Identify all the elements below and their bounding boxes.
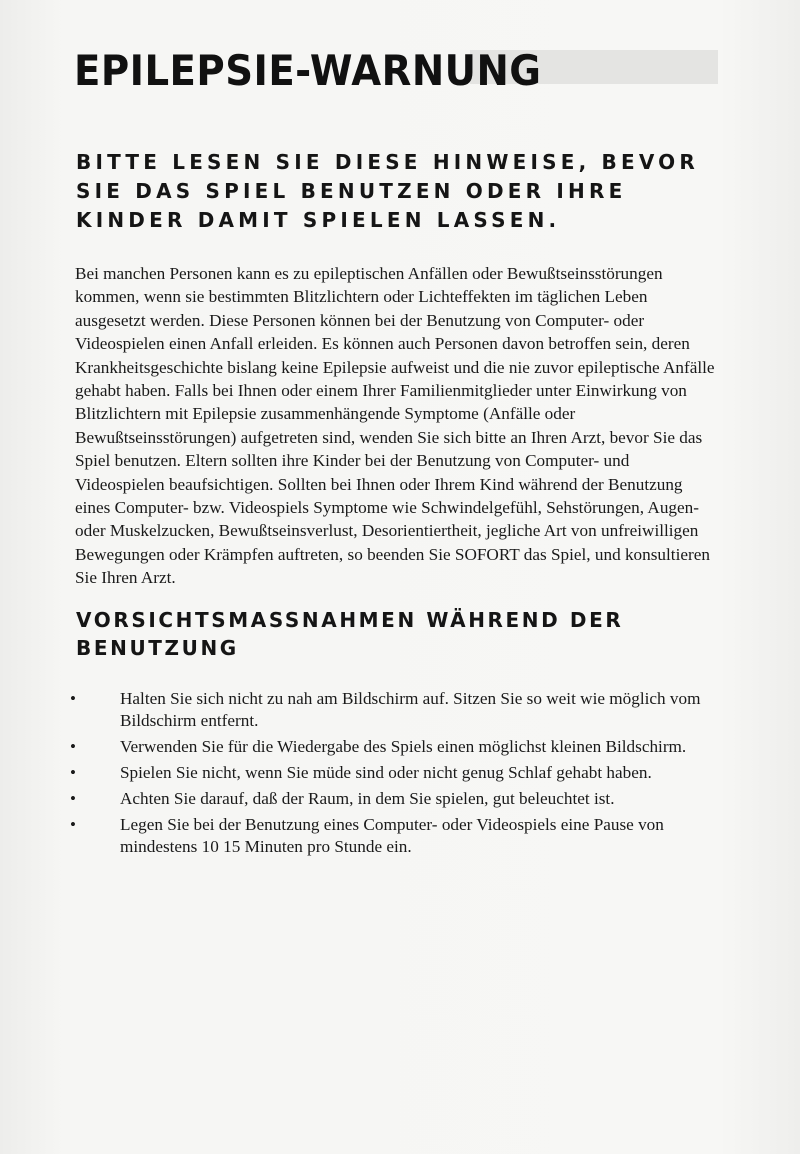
warning-subtitle: BITTE LESEN SIE DIESE HINWEISE, BEVOR SIE DAS SPIEL BENUTZEN ODER IHRE KINDER DAMIT SPIELEN LASSEN. [76, 150, 699, 232]
warning-body-paragraph: Bei manchen Personen kann es zu epileptischen Anfällen oder Bewußtseinsstörungen kommen, wenn sie bestimmten Blitzlichtern oder Lichteffekten im täglichen Leben ausgesetzt werden. Diese Personen können bei der Benutzung von Computer- oder Videospielen einen Anfall erleiden. Es können auch Personen davon betroffen sein, deren Krankheitsgeschichte bislang keine Epilepsie aufweist und die nie zuvor epileptische Anfälle gehabt haben. Falls bei Ihnen oder einem Ihrer Familienmitglieder unter Einwirkung von Blitzlichtern mit Epilepsie zusammenhängende Symptome (Anfälle oder Bewußtseinsstörungen) aufgetreten sind, wenden Sie sich bitte an Ihren Arzt, bevor Sie das Spiel benutzen. Eltern sollten ihre Kinder bei der Benutzung von Computer- und Videospielen beaufsichtigen. Sollten bei Ihnen oder Ihrem Kind während der Benutzung eines Computer- bzw. Videospiels Symptome wie Schwindelgefühl, Sehstörungen, Augen- oder Muskelzucken, Bewußtseinsverlust, Desorientiertheit, jegliche Art von unfreiwilligen Bewegungen oder Krämpfen auftreten, so beenden Sie SOFORT das Spiel, und konsultieren Sie Ihren Arzt. [75, 264, 715, 588]
bullet-icon: • [70, 763, 76, 782]
precautions-heading: VORSICHTSMASSNAHMEN WÄHREND DER BENUTZUNG [76, 608, 624, 660]
list-item [66, 688, 726, 732]
list-item [66, 788, 726, 810]
list-item-text: Achten Sie darauf, daß der Raum, in dem Sie spielen, gut beleuchtet ist. [120, 789, 615, 808]
list-item-text: Verwenden Sie für die Wiedergabe des Spiels einen möglichst kleinen Bildschirm. [120, 737, 687, 756]
page-title: EPILEPSIE-WARNUNG [74, 46, 542, 95]
bullet-icon: • [70, 789, 76, 808]
list-item [66, 762, 726, 784]
list-item-text: Legen Sie bei der Benutzung eines Computer- oder Videospiels eine Pause von mindestens 10 15 Minuten pro Stunde ein. [120, 815, 664, 856]
list-item [66, 814, 726, 858]
precautions-list [66, 688, 726, 862]
list-item-text: Halten Sie sich nicht zu nah am Bildschirm auf. Sitzen Sie so weit wie möglich vom Bildschirm entfernt. [120, 689, 701, 730]
bullet-icon: • [70, 815, 76, 834]
list-item-text: Spielen Sie nicht, wenn Sie müde sind oder nicht genug Schlaf gehabt haben. [120, 763, 652, 782]
bullet-icon: • [70, 737, 76, 756]
bullet-icon: • [70, 689, 76, 708]
list-item [66, 736, 726, 758]
